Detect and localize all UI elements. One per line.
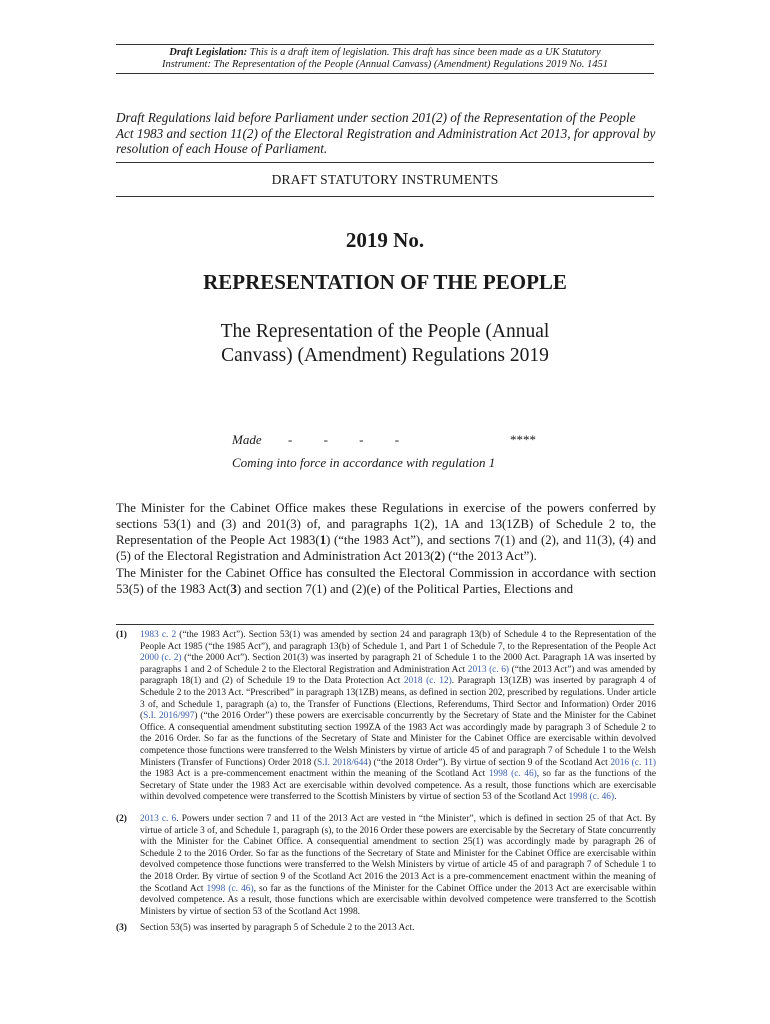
footnote-number: (2) <box>116 814 127 824</box>
para2-text-a: The Minister for the Cabinet Office has consulted the Electoral Commission in accordance with section 53(5) of the 1983 Act( <box>116 566 656 596</box>
made-label: Made <box>232 432 262 447</box>
footnote-link[interactable]: 1998 (c. 46) <box>568 792 615 803</box>
footnote-link[interactable]: S.I. 2018/644 <box>316 757 368 768</box>
footnote-3 <box>116 923 656 935</box>
coming-into-force: Coming into force in accordance with regulation 1 <box>232 455 496 470</box>
preamble-paragraph-2 <box>116 565 656 597</box>
made-dashes: - - - - <box>288 432 414 447</box>
footnote-link[interactable]: S.I. 2016/997 <box>143 711 195 722</box>
footnote-rule <box>116 624 654 625</box>
footnote-segment: the 1983 Act is a pre-commencement enactment within the meaning of the Scotland Act <box>140 769 489 780</box>
footnote-ref-1[interactable]: 1 <box>319 533 327 547</box>
preamble-paragraph-1 <box>116 500 656 564</box>
footnote-link[interactable]: 2016 (c. 11) <box>610 757 657 768</box>
footnote-segment: (“the 1983 Act”). Section 53(1) was amended by section 24 and paragraph 13(b) of Schedule 4 to the Representation of the People Act 1985 (“the 1985 Act”), and paragraph 13(b) of Schedule 1, and Part 1 of Schedule 7, to the Representation of the People Act <box>140 630 656 652</box>
banner-bottom-rule <box>116 73 654 74</box>
footnote-link[interactable]: 2000 (c. 2) <box>140 653 182 664</box>
made-date: **** <box>510 432 536 447</box>
footnote-ref-2[interactable]: 2 <box>434 549 441 563</box>
footnote-segment: , so far as the functions of the Minister for the Cabinet Office under the 2013 Act are exercisable within devolved competence. As a result, those functions which are exercisable within devolved competence were transferred to the Scottish Ministers by virtue of section 53 of the Scotland Act 1998. <box>140 883 657 917</box>
footnote-link[interactable]: 1998 (c. 46) <box>206 883 254 894</box>
para1-text-c: ) (“the 2013 Act”). <box>440 549 537 563</box>
footnote-text <box>140 814 656 918</box>
footnote-link[interactable]: 2018 (c. 12) <box>403 676 452 687</box>
footnote-link[interactable]: 2013 c. 6 <box>140 814 177 824</box>
footnote-ref-3[interactable]: 3 <box>230 582 237 596</box>
series-top-rule <box>116 162 654 163</box>
footnote-segment: (“the 2013 Act”) and was amended by paragraph 18(1) and (2) of Schedule 19 to the Data Protection Act <box>140 664 656 687</box>
banner-lead: Draft Legislation: <box>169 47 248 58</box>
footnote-text: Section 53(5) was inserted by paragraph 5 of Schedule 2 to the 2013 Act. <box>140 923 415 933</box>
top-rule <box>116 44 654 45</box>
footnote-number: (1) <box>116 630 127 640</box>
series-heading: DRAFT STATUTORY INSTRUMENTS <box>271 172 499 187</box>
footnote-link[interactable]: 1983 c. 2 <box>140 630 177 640</box>
instrument-title <box>116 320 654 368</box>
footnote-segment: ) (“the 2018 Order”). By virtue of section 9 of the Scotland Act <box>368 757 611 768</box>
footnote-1 <box>116 630 656 804</box>
footnote-2 <box>116 814 656 918</box>
instrument-number: 2019 No. <box>345 228 425 252</box>
title-line2: Canvass) (Amendment) Regulations 2019 <box>221 345 549 366</box>
footnote-segment: . <box>614 792 617 803</box>
footnote-segment: (“the 2000 Act”). Section 201(3) was inserted by paragraph 21 of Schedule 1 to the 2000 Act. Paragraph 1A was inserted by paragraphs 1 and 2 of Schedule 2 to the Electoral Registration and Administration Act <box>140 653 657 675</box>
para2-text-b: ) and section 7(1) and (2)(e) of the Political Parties, Elections and <box>236 582 574 596</box>
banner-line1: This is a draft item of legislation. This draft has since been made as a UK Statutory <box>247 47 601 58</box>
footnote-segment: . Powers under section 7 and 11 of the 2013 Act are vested in “the Minister”, which is defined in section 25 of that Act. By virtue of article 3 of, and Schedule 1, paragraph (s), to the 2016 Order these powers are exercisable by the Secretary of State concurrently with the Minister for the Cabinet Office. A consequential amendment to section 25(1) was accordingly made by paragraph 26 of Schedule 2 to the 2016 Order. So far as the functions of the Secretary of State and Minister for the Cabinet Office are exercisable within devolved competence those functions were transferred to the Welsh Ministers by virtue of article 45 of and paragraph 7 of Schedule 1 to the 2018 Order. By virtue of section 9 of the Scotland Act 2016 the 2013 Act is a pre-commencement enactment within the meaning of the Scotland Act <box>140 814 656 894</box>
footnote-link[interactable]: 2013 (c. 6) <box>467 664 510 675</box>
subject-heading: REPRESENTATION OF THE PEOPLE <box>203 270 567 294</box>
para1-text-a: The Minister for the Cabinet Office makes these Regulations in exercise of the powers conferred by sections 53(1) and (3) and 201(3) of, and paragraphs 1(2), 1A and 13(1ZB) of Schedule 2 to, the Representation of the People Act 1983( <box>116 501 656 547</box>
footnote-text <box>140 630 656 804</box>
draft-laying-note: Draft Regulations laid before Parliament under section 201(2) of the Representation of the People Act 1983 and section 11(2) of the Electoral Registration and Administration Act 2013, for approval by resolution of each House of Parliament. <box>116 110 656 156</box>
banner-line2: Instrument: The Representation of the People (Annual Canvass) (Amendment) Regulations 2019 No. 1451 <box>161 59 609 70</box>
draft-legislation-banner <box>116 47 654 71</box>
para1-text-b: ) (“the 1983 Act”), and sections 7(1) and (2), and 11(3), (4) and (5) of the Electoral Registration and Administration Act 2013( <box>116 533 656 563</box>
footnote-segment: ) (“the 2016 Order”) these powers are exercisable concurrently by the Secretary of State and the Minister for the Cabinet Office. A consequential amendment substituting section 199ZA of the 1983 Act was accordingly made by paragraph 3 of Schedule 2 to the 2016 Order. So far as the functions of the Secretary of State and Minister for the Cabinet Office are exercisable within devolved competence those functions were transferred to the Welsh Ministers by virtue of article 45 of and paragraph 7 of Schedule 1 to the Welsh Ministers (Transfer of Functions) Order 2018 ( <box>140 711 656 768</box>
footnote-segment: . Paragraph 13(1ZB) was inserted by paragraph 4 of Schedule 2 to the 2013 Act. “Prescribed” in paragraph 13(1ZB) means, as defined in section 202, prescribed by regulations. Under article 3 of, and Schedule 1, paragraph (a) to, the Transfer of Functions (Elections, Referendums, Third Sector and Information) Order 2016 ( <box>140 676 657 722</box>
footnote-number: (3) <box>116 923 127 933</box>
footnote-link[interactable]: 1998 (c. 46) <box>488 769 537 780</box>
title-line1: The Representation of the People (Annual <box>220 321 550 342</box>
footnote-segment: , so far as the functions of the Secretary of State under the 1983 Act are exercisable within devolved competence. As a result, those functions which are exercisable within devolved competence were transferred to the Scottish Ministers by virtue of section 53 of the Scotland Act <box>140 769 656 803</box>
series-bottom-rule <box>116 196 654 197</box>
